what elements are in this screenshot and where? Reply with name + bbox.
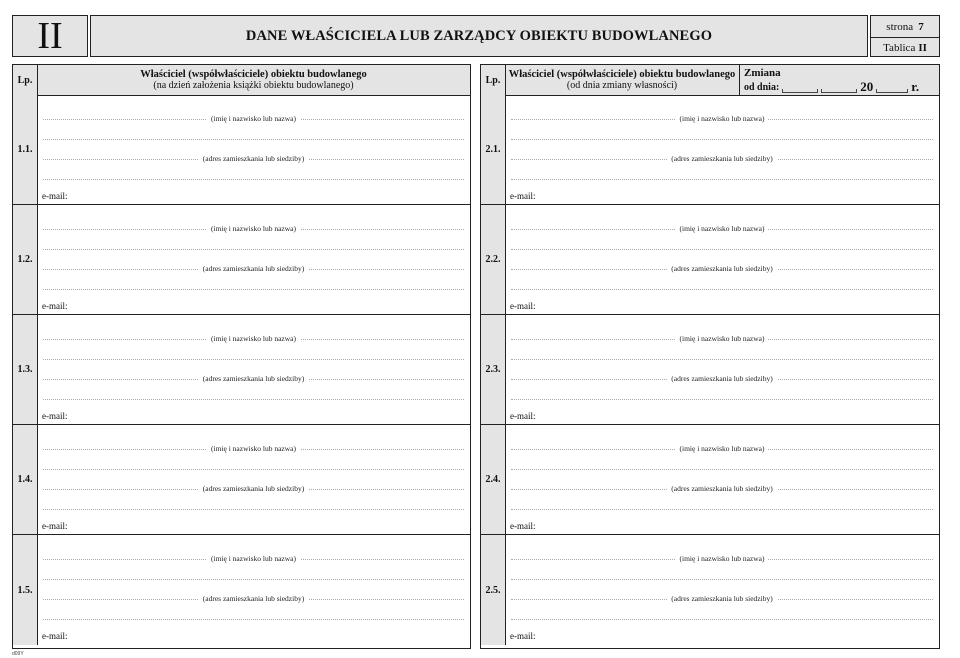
row-number: 1.5. <box>13 535 38 645</box>
address-line-2[interactable] <box>43 619 464 620</box>
year-prefix: 20 <box>860 79 874 94</box>
row-number: 2.2. <box>481 205 506 314</box>
page-info <box>870 15 940 57</box>
name-line-2[interactable] <box>43 469 464 470</box>
row-number: 2.3. <box>481 315 506 424</box>
from-date-label: od dnia: <box>744 82 780 93</box>
name-line-2[interactable] <box>43 579 464 580</box>
owners-changed-table <box>480 64 940 649</box>
table-row <box>13 425 470 535</box>
table-row <box>13 205 470 315</box>
email-label: e-mail: <box>510 191 536 201</box>
address-caption: (adres zamieszkania lub siedziby) <box>505 374 939 383</box>
entry-area <box>37 205 470 314</box>
address-caption: (adres zamieszkania lub siedziby) <box>37 484 470 493</box>
name-line-2[interactable] <box>511 579 933 580</box>
address-line-2[interactable] <box>43 399 464 400</box>
change-date-box <box>739 65 939 95</box>
row-number: 1.1. <box>13 95 38 204</box>
table-row <box>13 535 470 645</box>
address-line-2[interactable] <box>511 179 933 180</box>
name-caption: (imię i nazwisko lub nazwa) <box>505 224 939 233</box>
name-caption: (imię i nazwisko lub nazwa) <box>37 444 470 453</box>
table-row <box>481 95 939 205</box>
address-caption: (adres zamieszkania lub siedziby) <box>37 594 470 603</box>
email-label: e-mail: <box>510 411 536 421</box>
month-field[interactable] <box>821 84 857 93</box>
table-row <box>481 425 939 535</box>
address-line-2[interactable] <box>511 289 933 290</box>
table-header <box>13 65 470 96</box>
table-title-text: Właściciel (współwłaściciele) obiektu budowlanego <box>508 69 736 80</box>
day-field[interactable] <box>782 84 818 93</box>
address-caption: (adres zamieszkania lub siedziby) <box>505 264 939 273</box>
table-number: II <box>918 41 927 54</box>
year-field[interactable] <box>876 84 908 93</box>
table-label: Tablica <box>883 41 916 54</box>
email-label: e-mail: <box>42 301 68 311</box>
name-line-2[interactable] <box>511 359 933 360</box>
address-caption: (adres zamieszkania lub siedziby) <box>505 154 939 163</box>
lp-header: Lp. <box>481 65 506 95</box>
entry-area <box>505 315 939 424</box>
entry-area <box>505 535 939 645</box>
address-caption: (adres zamieszkania lub siedziby) <box>505 594 939 603</box>
table-row <box>481 315 939 425</box>
table-row <box>481 205 939 315</box>
address-line-2[interactable] <box>43 509 464 510</box>
entry-area <box>37 535 470 645</box>
table-row <box>13 315 470 425</box>
email-label: e-mail: <box>510 631 536 641</box>
address-caption: (adres zamieszkania lub siedziby) <box>37 264 470 273</box>
name-caption: (imię i nazwisko lub nazwa) <box>37 554 470 563</box>
table-row <box>481 535 939 645</box>
email-label: e-mail: <box>42 411 68 421</box>
entry-area <box>37 315 470 424</box>
year-suffix: r. <box>911 79 920 94</box>
entry-area <box>37 425 470 534</box>
name-caption: (imię i nazwisko lub nazwa) <box>505 554 939 563</box>
table-title-text: Właściciel (współwłaściciele) obiektu budowlanego <box>140 69 367 80</box>
entry-area <box>505 205 939 314</box>
page-label: strona <box>886 20 914 33</box>
page-title: DANE WŁAŚCICIELA LUB ZARZĄDCY OBIEKTU BUDOWLANEGO <box>90 15 868 57</box>
name-caption: (imię i nazwisko lub nazwa) <box>505 114 939 123</box>
row-number: 1.2. <box>13 205 38 314</box>
table-title <box>37 65 470 95</box>
entry-area <box>505 95 939 204</box>
row-number: 1.3. <box>13 315 38 424</box>
address-line-2[interactable] <box>43 179 464 180</box>
name-line-2[interactable] <box>43 139 464 140</box>
table-header <box>481 65 939 96</box>
owners-initial-table <box>12 64 471 649</box>
email-label: e-mail: <box>42 521 68 531</box>
section-numeral: II <box>12 15 88 57</box>
name-caption: (imię i nazwisko lub nazwa) <box>37 334 470 343</box>
table-row <box>13 95 470 205</box>
email-label: e-mail: <box>42 631 68 641</box>
address-caption: (adres zamieszkania lub siedziby) <box>37 374 470 383</box>
entry-area <box>37 95 470 204</box>
row-number: 1.4. <box>13 425 38 534</box>
name-line-2[interactable] <box>511 249 933 250</box>
name-caption: (imię i nazwisko lub nazwa) <box>37 114 470 123</box>
row-number: 2.4. <box>481 425 506 534</box>
row-number: 2.5. <box>481 535 506 645</box>
email-label: e-mail: <box>510 301 536 311</box>
name-line-2[interactable] <box>511 469 933 470</box>
address-line-2[interactable] <box>511 399 933 400</box>
address-line-2[interactable] <box>511 509 933 510</box>
email-label: e-mail: <box>42 191 68 201</box>
table-subtitle: (od dnia zmiany własności) <box>566 80 678 91</box>
address-line-2[interactable] <box>511 619 933 620</box>
table-subtitle: (na dzień założenia książki obiektu budowlanego) <box>153 80 354 91</box>
address-caption: (adres zamieszkania lub siedziby) <box>505 484 939 493</box>
name-line-2[interactable] <box>43 249 464 250</box>
name-caption: (imię i nazwisko lub nazwa) <box>505 444 939 453</box>
name-line-2[interactable] <box>43 359 464 360</box>
row-number: 2.1. <box>481 95 506 204</box>
email-label: e-mail: <box>510 521 536 531</box>
table-title <box>505 65 739 95</box>
address-caption: (adres zamieszkania lub siedziby) <box>37 154 470 163</box>
lp-header: Lp. <box>13 65 38 95</box>
footer-code: d09Y <box>12 651 24 657</box>
address-line-2[interactable] <box>43 289 464 290</box>
page-number: 7 <box>918 20 924 33</box>
name-caption: (imię i nazwisko lub nazwa) <box>37 224 470 233</box>
entry-area <box>505 425 939 534</box>
name-line-2[interactable] <box>511 139 933 140</box>
name-caption: (imię i nazwisko lub nazwa) <box>505 334 939 343</box>
change-label: Zmiana <box>744 67 781 79</box>
